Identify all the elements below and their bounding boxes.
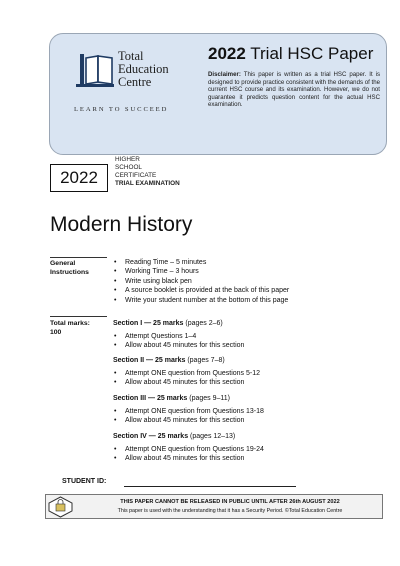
general-instructions-list — [114, 258, 289, 305]
logo-name-line: Centre — [118, 75, 152, 89]
list-item: • Reading Time – 5 minutes — [114, 258, 289, 267]
disclaimer-text: This paper is written as a trial HSC paper. It is designed to provide practice consistent with the demands of the current HSC course and its examination. However, we do not guarantee it predicts question content for the actual HSC examination. — [208, 71, 380, 109]
list-item: • Attempt ONE question from Questions 13-18 — [114, 407, 264, 416]
exam-year-box: 2022 — [50, 164, 108, 192]
student-id-label: STUDENT ID: — [62, 478, 107, 485]
security-period-notice: This paper is used with the understanding that it has a Security Period. ©Total Education Centre — [117, 508, 343, 514]
list-item: • Attempt ONE question from Questions 19-24 — [114, 445, 264, 454]
divider-rule — [50, 316, 107, 317]
student-id-field[interactable] — [124, 486, 296, 487]
section-title: Section IV — 25 marks — [113, 433, 189, 440]
list-item: • Write using black pen — [114, 277, 289, 286]
header-box — [49, 33, 387, 155]
exam-type: TRIAL EXAMINATION — [115, 180, 180, 187]
logo-name-line: Education — [118, 62, 169, 76]
section-heading — [113, 357, 225, 364]
list-item: • Allow about 45 minutes for this section — [114, 416, 264, 425]
general-instructions-label-line: General — [50, 260, 76, 267]
section-instructions-list — [114, 332, 244, 351]
certificate-line: HIGHER — [115, 156, 140, 163]
list-item: • Allow about 45 minutes for this section — [114, 378, 260, 387]
certificate-line: SCHOOL — [115, 164, 142, 171]
certificate-label — [115, 156, 180, 188]
list-item: • Allow about 45 minutes for this section — [114, 454, 264, 463]
trial-paper-year: 2022 — [208, 44, 246, 63]
section-pages: (pages 7–8) — [187, 357, 225, 364]
section-title: Section I — 25 marks — [113, 320, 184, 327]
certificate-line: CERTIFICATE — [115, 172, 157, 179]
logo-tagline: LEARN TO SUCCEED — [74, 106, 169, 113]
total-marks-label-text: Total marks: — [50, 320, 90, 327]
disclaimer-label: Disclaimer: — [208, 71, 241, 78]
logo-name-line: Total — [118, 49, 144, 63]
trial-paper-title — [208, 44, 380, 64]
list-item: • A source booklet is provided at the back of this paper — [114, 286, 289, 295]
section-title: Section II — 25 marks — [113, 357, 186, 364]
section-heading — [113, 433, 235, 440]
section-title: Section III — 25 marks — [113, 395, 188, 402]
logo-name — [118, 50, 188, 89]
list-item: • Working Time – 3 hours — [114, 267, 289, 276]
section-heading — [113, 320, 223, 327]
section-pages: (pages 2–6) — [185, 320, 223, 327]
total-marks-label — [50, 319, 106, 337]
release-notice: THIS PAPER CANNOT BE RELEASED IN PUBLIC UNTIL AFTER 26th AUGUST 2022 — [120, 499, 340, 505]
section-pages: (pages 12–13) — [190, 433, 236, 440]
subject-title: Modern History — [50, 213, 193, 236]
disclaimer — [208, 71, 380, 109]
total-education-centre-logo — [74, 48, 186, 144]
list-item: • Allow about 45 minutes for this section — [114, 341, 244, 350]
section-heading — [113, 395, 230, 402]
section-instructions-list — [114, 407, 264, 426]
divider-rule — [50, 257, 107, 258]
section-instructions-list — [114, 369, 260, 388]
security-seal-icon — [48, 496, 73, 518]
list-item: • Write your student number at the bottom of this page — [114, 296, 289, 305]
open-book-icon — [74, 52, 116, 92]
trial-paper-title-text: Trial HSC Paper — [250, 44, 374, 63]
general-instructions-label-line: Instructions — [50, 269, 89, 276]
section-pages: (pages 9–11) — [189, 395, 230, 402]
security-footer — [45, 494, 383, 519]
list-item: • Attempt ONE question from Questions 5-12 — [114, 369, 260, 378]
list-item: • Attempt Questions 1–4 — [114, 332, 244, 341]
total-marks-value: 100 — [50, 329, 62, 336]
section-instructions-list — [114, 445, 264, 464]
general-instructions-label — [50, 259, 106, 277]
